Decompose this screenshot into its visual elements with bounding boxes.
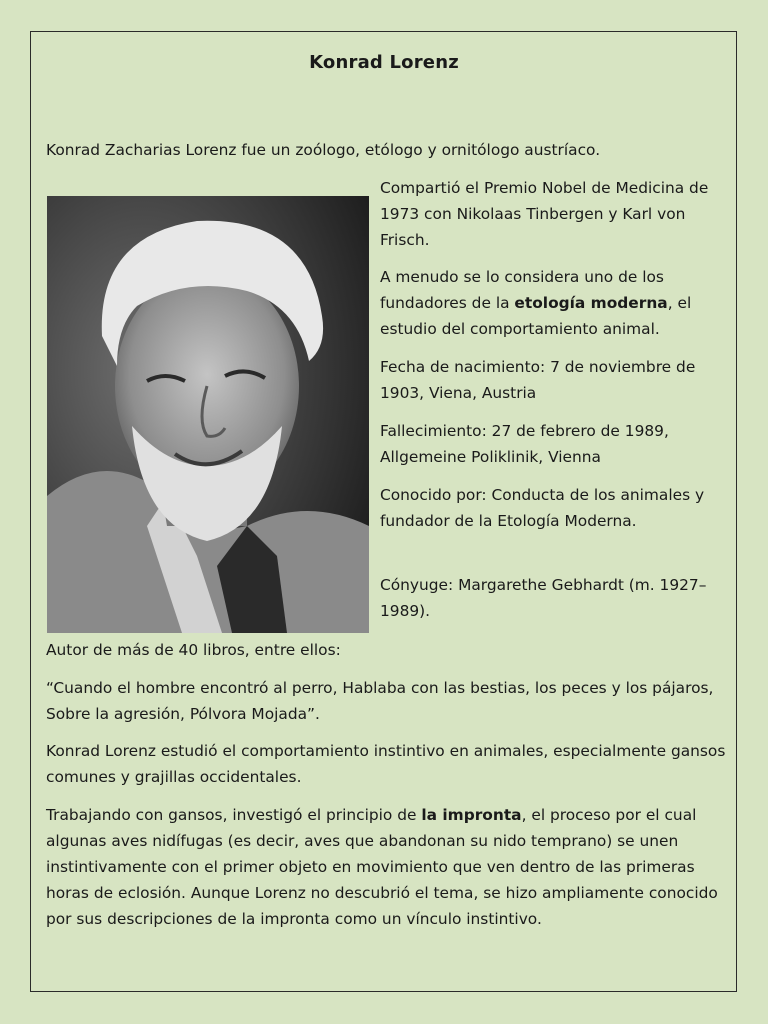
death-paragraph: Fallecimiento: 27 de febrero de 1989, Allgemeine Poliklinik, Vienna [380,422,669,466]
imprinting-paragraph [46,802,726,932]
founder-text: A menudo se lo considera uno de los fundadores de la [380,268,664,312]
known-for-paragraph: Conocido por: Conducta de los animales y fundador de la Etología Moderna. [380,486,705,530]
birth-paragraph: Fecha de nacimiento: 7 de noviembre de 1903, Viena, Austria [380,358,696,402]
books-list-paragraph: “Cuando el hombre encontró al perro, Hablaba con las bestias, los peces y los pájaros, Sobre la agresión, Pólvora Mojada”. [46,679,714,723]
founder-text-end: , el estudio del comportamiento animal. [380,294,692,338]
spouse-paragraph: Cónyuge: Margarethe Gebhardt (m. 1927–1989). [380,576,707,620]
page-title: Konrad Lorenz [309,52,459,73]
portrait-photo [47,196,369,633]
imprinting-text-end: , el proceso por el cual algunas aves nidífugas (es decir, aves que abandonan su nido temprano) se unen instintivamente con el primer objeto en movimiento que ven dentro de las primeras horas de eclosión. Aunque Lorenz no descubrió el tema, se hizo ampliamente conocido por sus descripciones de la impronta como un vínculo instintivo. [46,806,718,928]
intro-paragraph: Konrad Zacharias Lorenz fue un zoólogo, etólogo y ornitólogo austríaco. [46,141,601,159]
imprinting-text: Trabajando con gansos, investigó el principio de [46,806,422,824]
la-impronta-bold: la impronta [421,806,522,824]
books-paragraph: Autor de más de 40 libros, entre ellos: [46,641,341,659]
etologia-moderna-bold: etología moderna [514,294,668,312]
study-paragraph: Konrad Lorenz estudió el comportamiento instintivo en animales, especialmente gansos comunes y grajillas occidentales. [46,742,726,786]
nobel-paragraph: Compartió el Premio Nobel de Medicina de 1973 con Nikolaas Tinbergen y Karl von Frisch. [380,179,709,249]
founder-paragraph [380,264,725,342]
